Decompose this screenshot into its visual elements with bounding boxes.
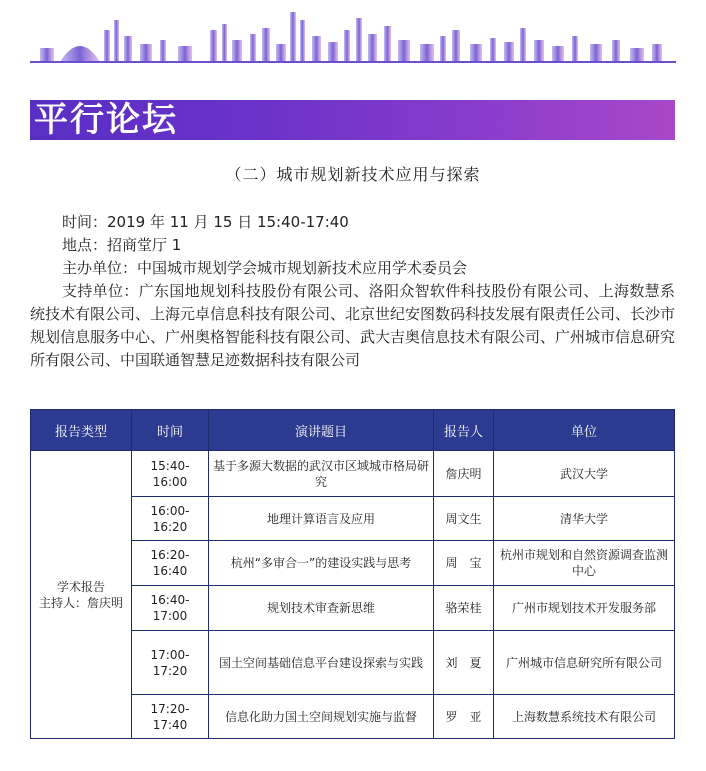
time-row — [30, 211, 675, 233]
row-title: 基于多源大数据的武汉市区域城市格局研究 — [209, 451, 434, 497]
forum-banner — [30, 100, 675, 140]
host-row — [30, 257, 675, 279]
row-title: 信息化助力国土空间规划实施与监督 — [209, 695, 434, 739]
host-value: 中国城市规划学会城市规划新技术应用学术委员会 — [137, 259, 468, 277]
city-skyline-illustration — [0, 0, 706, 70]
row-speaker: 周文生 — [434, 497, 494, 541]
row-unit: 上海数慧系统技术有限公司 — [494, 695, 675, 739]
header-unit: 单位 — [494, 410, 675, 451]
schedule-table — [30, 409, 675, 739]
row-time: 16:40-17:00 — [132, 586, 209, 631]
support-row — [30, 280, 675, 372]
row-title: 杭州“多审合一”的建设实践与思考 — [209, 541, 434, 586]
table-header-row — [31, 410, 675, 451]
row-unit: 清华大学 — [494, 497, 675, 541]
row-time: 16:00-16:20 — [132, 497, 209, 541]
support-value: 广东国地规划科技股份有限公司、洛阳众智软件科技股份有限公司、上海数慧系统技术有限公司、上海元卓信息科技有限公司、北京世纪安图数码科技发展有限责任公司、长沙市规划信息服务中心、广州奥格智能科技有限公司、武大吉奥信息技术有限公司、广州城市信息研究所有限公司、中国联通智慧足迹数据科技有限公司 — [30, 282, 676, 369]
row-unit: 广州城市信息研究所有限公司 — [494, 631, 675, 695]
place-row — [30, 234, 675, 256]
row-speaker: 詹庆明 — [434, 451, 494, 497]
header-type: 报告类型 — [31, 410, 132, 451]
row-unit: 武汉大学 — [494, 451, 675, 497]
row-time: 17:00-17:20 — [132, 631, 209, 695]
row-title: 规划技术审查新思维 — [209, 586, 434, 631]
row-unit: 杭州市规划和自然资源调查监测中心 — [494, 541, 675, 586]
time-value: 2019 年 11 月 15 日 15:40-17:40 — [107, 213, 349, 231]
header-time: 时间 — [132, 410, 209, 451]
row-speaker: 刘 夏 — [434, 631, 494, 695]
header-speaker: 报告人 — [434, 410, 494, 451]
row-time: 15:40-16:00 — [132, 451, 209, 497]
report-type-label: 学术报告 — [56, 579, 105, 594]
row-speaker: 周 宝 — [434, 541, 494, 586]
header-title: 演讲题目 — [209, 410, 434, 451]
row-unit: 广州市规划技术开发服务部 — [494, 586, 675, 631]
session-info — [30, 211, 675, 372]
support-label: 支持单位： — [62, 282, 139, 300]
row-speaker: 罗 亚 — [434, 695, 494, 739]
row-title: 地理计算语言及应用 — [209, 497, 434, 541]
report-host-label: 主持人：詹庆明 — [38, 595, 123, 610]
table-row — [31, 451, 675, 497]
place-value: 招商堂厅 1 — [107, 236, 182, 254]
row-speaker: 骆荣桂 — [434, 586, 494, 631]
row-time: 16:20-16:40 — [132, 541, 209, 586]
report-type-cell — [31, 451, 132, 739]
banner-title: 平行论坛 — [34, 100, 178, 140]
row-title: 国土空间基础信息平台建设探索与实践 — [209, 631, 434, 695]
time-label: 时间： — [62, 213, 108, 231]
row-time: 17:20-17:40 — [132, 695, 209, 739]
session-subtitle: （二）城市规划新技术应用与探索 — [225, 165, 481, 184]
place-label: 地点： — [62, 236, 108, 254]
host-label: 主办单位： — [62, 259, 138, 277]
